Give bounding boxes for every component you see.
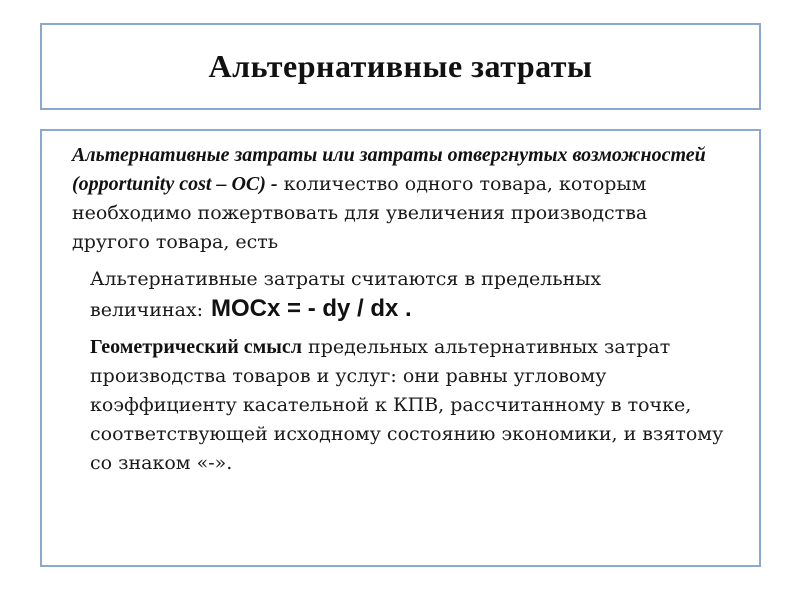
geometric-term: Геометрический смысл: [90, 336, 302, 358]
definition-text: количество одного товара, которым необходимо пожертвовать для увеличения производства другого товара, есть: [72, 173, 648, 253]
marginal-text: Альтернативные затраты считаются в предельных величинах:: [90, 268, 602, 321]
definition-term: Альтернативные затраты или затраты отвергнутых возможностей (opportunity cost – OC) -: [72, 144, 706, 195]
formula: MOCx = - dy / dx .: [211, 295, 412, 322]
paragraph-marginal: [50, 265, 729, 325]
paragraph-geometric: [50, 333, 729, 478]
slide-title: Альтернативные затраты: [208, 48, 593, 84]
paragraph-definition: [50, 141, 729, 257]
content-box: [40, 129, 761, 567]
title-box: [40, 23, 761, 110]
geometric-text: предельных альтернативных затрат производства товаров и услуг: они равны угловому коэффициенту касательной к КПВ, рассчитанному в точке, соответствующей исходному состоянию экономики, и взятому со знаком «-».: [90, 336, 724, 474]
